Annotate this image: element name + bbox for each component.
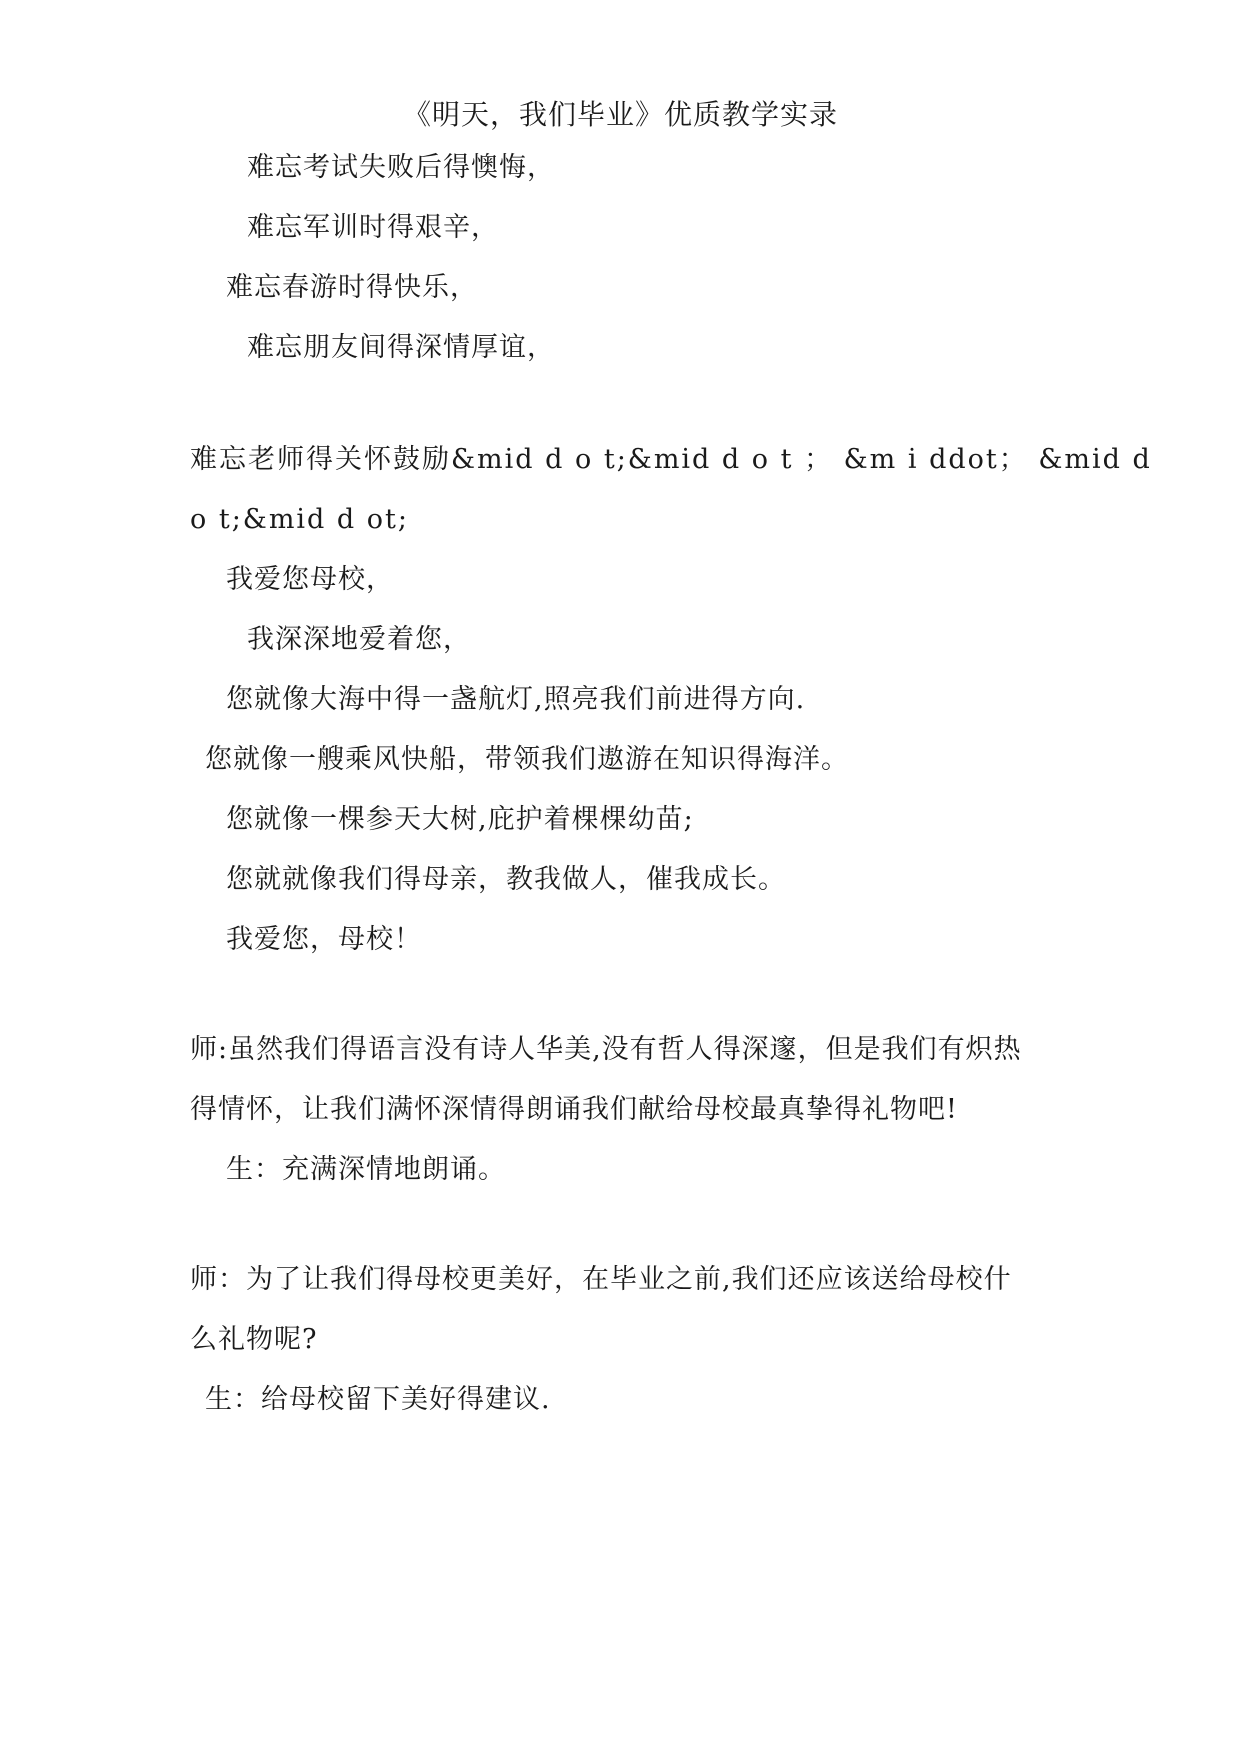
text-line-7: 我爱您母校，: [226, 564, 394, 595]
text-line-15: 得情怀，让我们满怀深情得朗诵我们献给母校最真挚得礼物吧!: [190, 1094, 958, 1125]
text-line-17: 师：为了让我们得母校更美好，在毕业之前,我们还应该送给母校什: [190, 1264, 1012, 1295]
document-title: 《明天，我们毕业》优质教学实录: [402, 98, 838, 131]
text-line-13: 我爱您，母校！: [226, 924, 422, 955]
text-line-3: 难忘春游时得快乐，: [226, 272, 478, 303]
text-line-10: 您就像一艘乘风快船，带领我们遨游在知识得海洋。: [205, 744, 849, 775]
text-line-1: 难忘考试失败后得懊悔，: [247, 152, 555, 183]
text-line-5: 难忘老师得关怀鼓励&mid d o t;&mid d o t ； &m i ddot； &mid d: [190, 444, 1152, 475]
text-line-11: 您就像一棵参天大树,庇护着棵棵幼苗;: [226, 804, 694, 835]
text-line-18: 么礼物呢?: [190, 1324, 318, 1355]
text-line-9: 您就像大海中得一盏航灯,照亮我们前进得方向.: [226, 684, 806, 715]
text-line-8: 我深深地爱着您，: [247, 624, 471, 655]
text-line-14: 师:虽然我们得语言没有诗人华美,没有哲人得深邃，但是我们有炽热: [190, 1034, 1022, 1065]
text-line-19: 生：给母校留下美好得建议.: [205, 1384, 551, 1415]
text-line-4: 难忘朋友间得深情厚谊，: [247, 332, 555, 363]
text-line-6: o t;&mid d ot;: [190, 504, 409, 535]
text-line-16: 生：充满深情地朗诵。: [226, 1154, 506, 1185]
text-line-12: 您就就像我们得母亲，教我做人，催我成长。: [226, 864, 786, 895]
text-line-2: 难忘军训时得艰辛，: [247, 212, 499, 243]
